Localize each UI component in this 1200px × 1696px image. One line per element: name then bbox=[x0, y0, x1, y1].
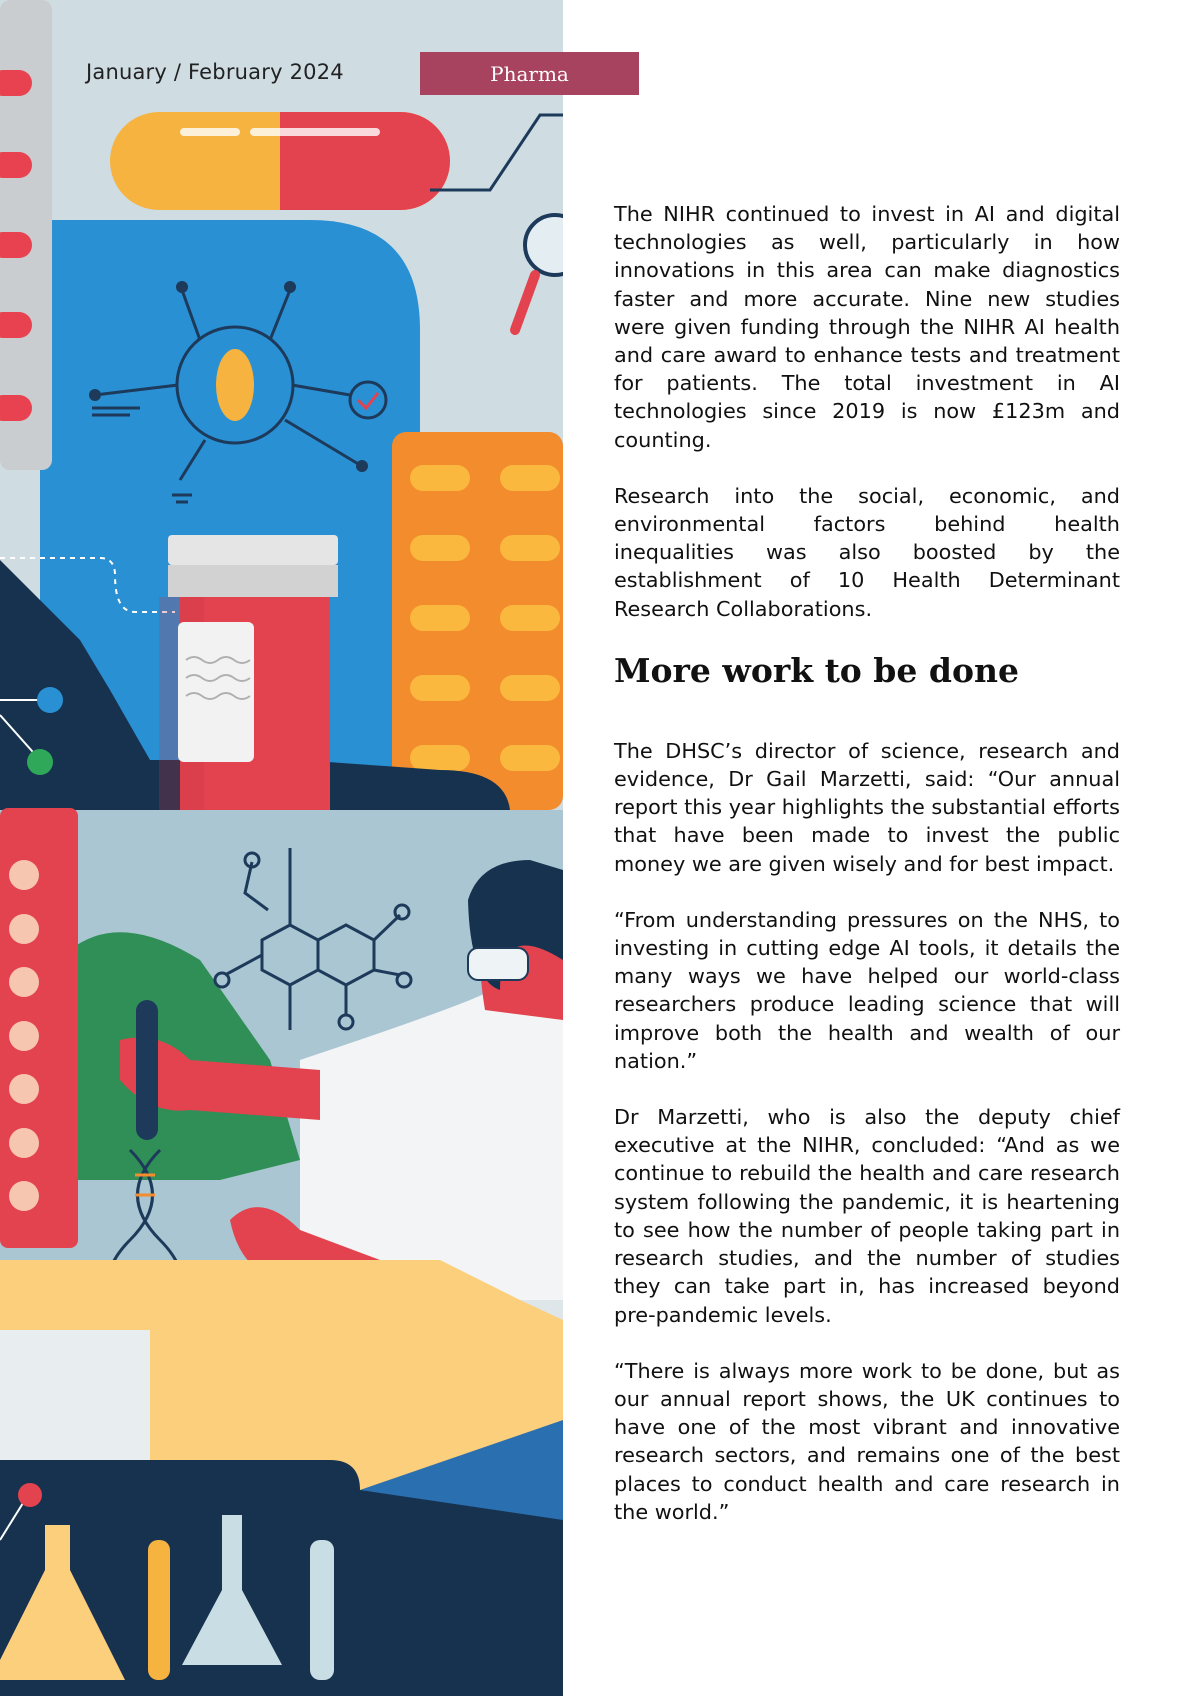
article-paragraph: “There is always more work to be done, but as our annual report shows, the UK continues to have one of the most vibrant and innovative research sectors, and remains one of the best places to conduct health and care research in the world.” bbox=[614, 1358, 1120, 1524]
article-paragraph: Research into the social, economic, and environmental factors behind health inequalities was also boosted by the establishment of 10 Health Determinant Research Collaborations. bbox=[614, 483, 1120, 621]
article-body bbox=[614, 200, 1120, 1554]
article-paragraph: “From understanding pressures on the NHS, to investing in cutting edge AI tools, it details the many ways we have helped our world-class researchers produce leading science that will improve both the health and wealth of our nation.” bbox=[614, 907, 1120, 1073]
article-paragraph: The NIHR continued to invest in AI and digital technologies as well, particularly in how innovations in this area can make diagnostics faster and more accurate. Nine new studies were given funding through the NIHR AI health and care award to enhance tests and treatment for patients. The total investment in AI technologies since 2019 is now £123m and counting. bbox=[614, 202, 1120, 452]
section-subheading: More work to be done bbox=[614, 650, 1019, 690]
section-tag: Pharma bbox=[420, 52, 639, 95]
pharma-research-illustration bbox=[0, 0, 563, 1696]
article-paragraph: Dr Marzetti, who is also the deputy chief executive at the NIHR, concluded: “And as we continue to rebuild the health and care research system following the pandemic, it is heartening to see how the number of people taking part in research studies, and the number of studies they can take part in, has increased beyond pre-pandemic levels. bbox=[614, 1105, 1120, 1327]
article-paragraph: The DHSC’s director of science, research and evidence, Dr Gail Marzetti, said: “Our annual report this year highlights the substantial efforts that have been made to invest the public money we are given wisely and for best impact. bbox=[614, 738, 1120, 876]
issue-date: January / February 2024 bbox=[86, 60, 344, 84]
